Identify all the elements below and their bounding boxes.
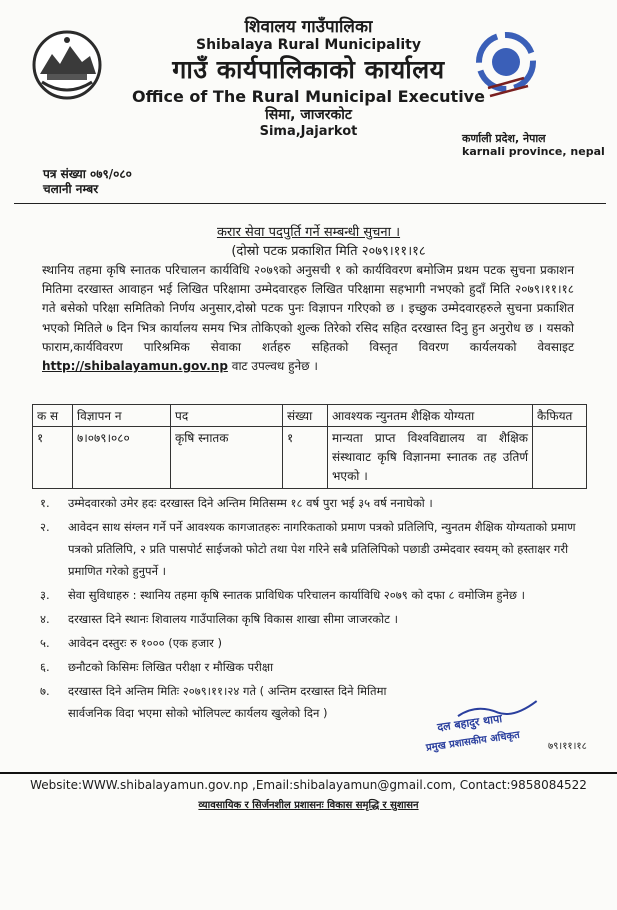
website-link[interactable]: http://shibalayamun.gov.np — [42, 359, 228, 374]
list-item — [40, 584, 580, 606]
cell-ad-no: ७।०७९।०८० — [73, 427, 171, 489]
table-header-row — [33, 405, 587, 427]
province-en: karnali province, nepal — [462, 145, 605, 158]
col-header-sn: क स — [33, 405, 73, 427]
condition-number: १. — [40, 496, 50, 510]
province-np: कर्णाली प्रदेश, नेपाल — [462, 132, 546, 145]
cell-count: १ — [283, 427, 328, 489]
notice-body — [42, 261, 574, 376]
list-item — [40, 516, 580, 582]
signature-date: ७९।११।१८ — [548, 741, 587, 752]
footer-slogan: व्यावसायिक र सिर्जनशील प्रशासनः विकास समृद्धि र सुशासन — [198, 800, 419, 811]
col-header-post: पद — [171, 405, 283, 427]
cell-sn: १ — [33, 427, 73, 489]
address-en: Sima,Jajarkot — [259, 124, 358, 139]
footer-contact: Website:WWW.shibalayamun.gov.np ,Email:shibalayamun@gmail.com, Contact:9858084522 — [30, 778, 587, 792]
list-item — [40, 492, 580, 514]
municipality-name-en: Shibalaya Rural Municipality — [196, 37, 421, 53]
col-header-ad-no: विज्ञापन न — [73, 405, 171, 427]
list-item — [40, 656, 580, 678]
condition-text: छनौटको किसिमः लिखित परीक्षा र मौखिक परीक्षा — [68, 660, 274, 674]
condition-text: दरखास्त दिने स्थानः शिवालय गाउँपालिका कृषि विकास शाखा सीमा जाजरकोट । — [68, 612, 398, 626]
condition-text: आवेदन साथ संग्लन गर्ने पर्ने आवश्यक कागजातहरुः नागरिकताको प्रमाण पत्रको प्रतिलिपि, न्युनतम शैक्षिक योग्यताको प्रमाण पत्रको प्रतिलिपि, २ प्रति पासपोर्ट साईजको फोटो तथा पेश गरिने सबै प्रतिलिपिको पछाडी उम्मेदवार स्वयम् को हस्ताक्षर गरी प्रमाणित गरेको हुनुपर्ने । — [68, 520, 576, 578]
col-header-remarks: कैफियत — [533, 405, 587, 427]
vacancy-table — [32, 404, 587, 489]
notice-title: करार सेवा पदपुर्ति गर्ने सम्बन्धी सुचना । — [216, 225, 401, 240]
condition-text: उम्मेदवारको उमेर हदः दरखास्त दिने अन्तिम मितिसम्म १८ वर्ष पुरा भई ३५ वर्ष ननाघेको । — [68, 496, 433, 510]
cell-post: कृषि स्नातक — [171, 427, 283, 489]
list-item — [40, 608, 580, 630]
footer-divider — [0, 772, 617, 774]
address-np: सिमा, जाजरकोट — [265, 107, 352, 123]
officer-signature-stamp — [420, 697, 600, 757]
signature-name: दल बहादुर थापा — [436, 712, 503, 735]
condition-number: ३. — [40, 588, 50, 602]
condition-text: दरखास्त दिने अन्तिम मितिः २०७९।११।२४ गते ( अन्तिम दरखास्त दिने मितिमा सार्वजनिक विदा भएमा सोको भोलिपल्ट कार्यलय खुलेको दिन ) — [68, 684, 387, 720]
office-name-en: Office of The Rural Municipal Executive — [132, 87, 485, 106]
condition-number: ७. — [40, 684, 50, 698]
notice-body-end: वाट उपल्वध हुनेछ । — [231, 359, 318, 374]
office-name-np: गाउँ कार्यपालिकाको कार्यालय — [172, 55, 445, 84]
notice-body-text: स्थानिय तहमा कृषि स्नातक परिचालन कार्यविधि २०७९को अनुसची १ को कार्यविवरण बमोजिम प्रथम पटक सुचना प्रकाशन मितिमा दरखास्त आवाहन भई लिखित परिक्षामा उम्मेदवारहरु लिखित परिक्षामा सहभागी नभएको हुदाँ मिति २०७९।११।१८ गते बसेको परिक्षा समितिको निर्णय अनुसार,दोस्रो पटक पुनः विज्ञापन गरिएको छ । इच्छुक उम्मेदवारहरुले सुचना प्रकाशित भएको मितिले ७ दिन भित्र कार्यालय समय भित्र तोकिएको शुल्क तिरेको रसिद सहित दरखास्त दिनु हुन अनुरोध छ । यसको फाराम,कार्यविवरण पारिश्रमिक सेवाका शर्तहरु सहितको विस्तृत विवरण कार्यलयको वेवसाइट — [42, 263, 574, 354]
header-divider — [14, 203, 606, 204]
table-row — [33, 427, 587, 489]
letter-ref-number: पत्र संख्या ०७९/०८० — [43, 167, 132, 181]
conditions-list — [40, 492, 580, 726]
cell-remarks — [533, 427, 587, 489]
condition-text: आवेदन दस्तुरः रु १००० (एक हजार ) — [68, 636, 223, 650]
notice-subtitle: (दोस्रो पटक प्रकाशित मिति २०७९।११।१८ — [231, 244, 426, 259]
dispatch-number: चलानी नम्बर — [43, 182, 99, 196]
municipality-name-np: शिवालय गाउँपालिका — [244, 17, 373, 37]
cell-qualification: मान्यता प्राप्त विश्वविद्यालय वा शैक्षिक संस्थावाट कृषि विज्ञानमा स्नातक तह उतिर्ण भएको । — [328, 427, 533, 489]
col-header-count: संख्या — [283, 405, 328, 427]
signature-designation: प्रमुख प्रशासकीय अधिकृत — [425, 729, 521, 754]
list-item — [40, 632, 580, 654]
condition-number: ६. — [40, 660, 50, 674]
condition-number: २. — [40, 520, 50, 534]
condition-text: सेवा सुविधाहरु : स्थानिय तहमा कृषि स्नातक प्राविधिक परिचालन कार्याविधि २०७९ को दफा ८ वमोजिम हुनेछ । — [68, 588, 525, 602]
condition-number: ५. — [40, 636, 50, 650]
col-header-qualification: आवश्यक न्युनतम शैक्षिक योग्यता — [328, 405, 533, 427]
condition-number: ४. — [40, 612, 50, 626]
